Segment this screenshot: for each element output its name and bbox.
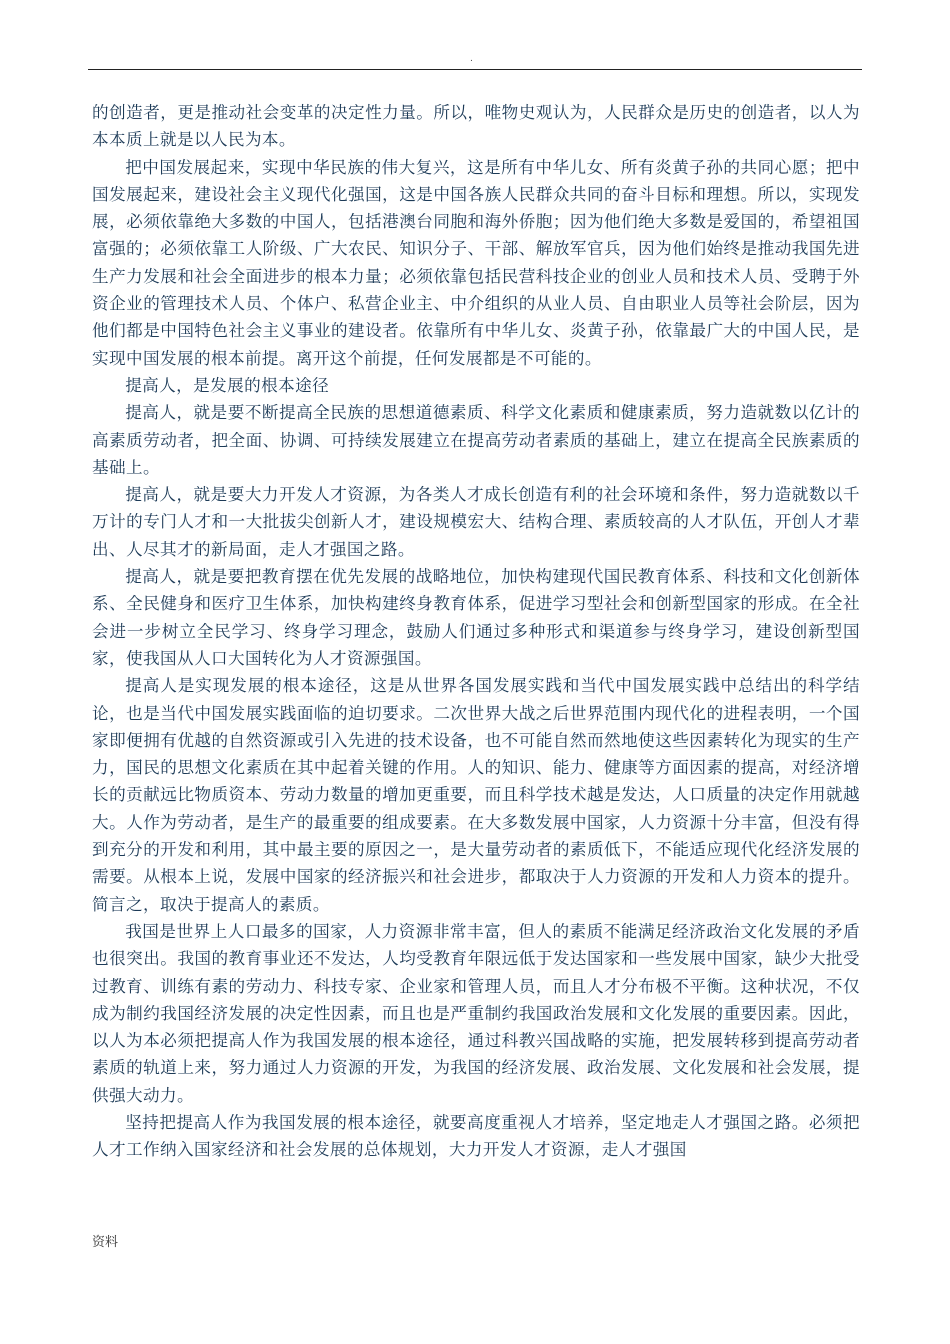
header-mark: . [470, 54, 473, 64]
paragraph: 提高人，就是要把教育摆在优先发展的战略地位，加快构建现代国民教育体系、科技和文化创新体系、全民健身和医疗卫生体系，加快构建终身教育体系，促进学习型社会和创新型国家的形成。在全社会进一步树立全民学习、终身学习理念，鼓励人们通过多种形式和渠道参与终身学习，建设创新型国家，使我国从人口大国转化为人才资源强国。 [92, 567, 860, 668]
paragraph: 我国是世界上人口最多的国家，人力资源非常丰富，但人的素质不能满足经济政治文化发展的矛盾也很突出。我国的教育事业还不发达，人均受教育年限远低于发达国家和一些发展中国家，缺少大批受过教育、训练有素的劳动力、科技专家、企业家和管理人员，而且人才分布极不平衡。这种状况，不仅成为制约我国经济发展的决定性因素，而且也是严重制约我国政治发展和文化发展的重要因素。因此，以人为本必须把提高人作为我国发展的根本途径，通过科教兴国战略的实施，把发展转移到提高劳动者素质的轨道上来，努力通过人力资源的开发，为我国的经济发展、政治发展、文化发展和社会发展，提供强大动力。 [92, 921, 860, 1105]
paragraph: 提高人，就是要大力开发人才资源，为各类人才成长创造有利的社会环境和条件，努力造就数以千万计的专门人才和一大批拔尖创新人才，建设规模宏大、结构合理、素质较高的人才队伍，开创人才辈出、人尽其才的新局面，走人才强国之路。 [92, 485, 860, 559]
paragraph: 的创造者，更是推动社会变革的决定性力量。所以，唯物史观认为，人民群众是历史的创造者，以人为本本质上就是以人民为本。 [92, 103, 860, 150]
section-heading: 提高人，是发展的根本途径 [125, 375, 330, 395]
document-body [92, 99, 860, 1164]
paragraph: 提高人是实现发展的根本途径，这是从世界各国发展实践和当代中国发展实践中总结出的科学结论，也是当代中国发展实践面临的迫切要求。二次世界大战之后世界范围内现代化的进程表明，一个国家即便拥有优越的自然资源或引入先进的技术设备，也不可能自然而然地使这些因素转化为现实的生产力，国民的思想文化素质在其中起着关键的作用。人的知识、能力、健康等方面因素的提高，对经济增长的贡献远比物质资本、劳动力数量的增加更重要，而且科学技术越是发达，人口质量的决定作用就越大。人作为劳动者，是生产的最重要的组成要素。在大多数发展中国家，人力资源十分丰富，但没有得到充分的开发和利用，其中最主要的原因之一，是大量劳动者的素质低下，不能适应现代化经济发展的需要。从根本上说，发展中国家的经济振兴和社会进步，都取决于人力资源的开发和人力资本的提升。简言之，取决于提高人的素质。 [92, 676, 860, 914]
paragraph: 提高人，就是要不断提高全民族的思想道德素质、科学文化素质和健康素质，努力造就数以亿计的高素质劳动者，把全面、协调、可持续发展建立在提高劳动者素质的基础上，建立在提高全民族素质的基础上。 [92, 403, 860, 477]
footer-label: 资料 [92, 1235, 119, 1250]
paragraph: 把中国发展起来，实现中华民族的伟大复兴，这是所有中华儿女、所有炎黄子孙的共同心愿；把中国发展起来，建设社会主义现代化强国，这是中国各族人民群众共同的奋斗目标和理想。所以，实现发展，必须依靠绝大多数的中国人，包括港澳台同胞和海外侨胞；因为他们绝大多数是爱国的，希望祖国富强的；必须依靠工人阶级、广大农民、知识分子、干部、解放军官兵，因为他们始终是推动我国先进生产力发展和社会全面进步的根本力量；必须依靠包括民营科技企业的创业人员和技术人员、受聘于外资企业的管理技术人员、个体户、私营企业主、中介组织的从业人员、自由职业人员等社会阶层，因为他们都是中国特色社会主义事业的建设者。依靠所有中华儿女、炎黄子孙，依靠最广大的中国人民，是实现中国发展的根本前提。离开这个前提，任何发展都是不可能的。 [92, 157, 860, 368]
paragraph: 坚持把提高人作为我国发展的根本途径，就要高度重视人才培养，坚定地走人才强国之路。必须把人才工作纳入国家经济和社会发展的总体规划，大力开发人才资源，走人才强国 [92, 1112, 860, 1160]
header-rule [88, 69, 862, 70]
